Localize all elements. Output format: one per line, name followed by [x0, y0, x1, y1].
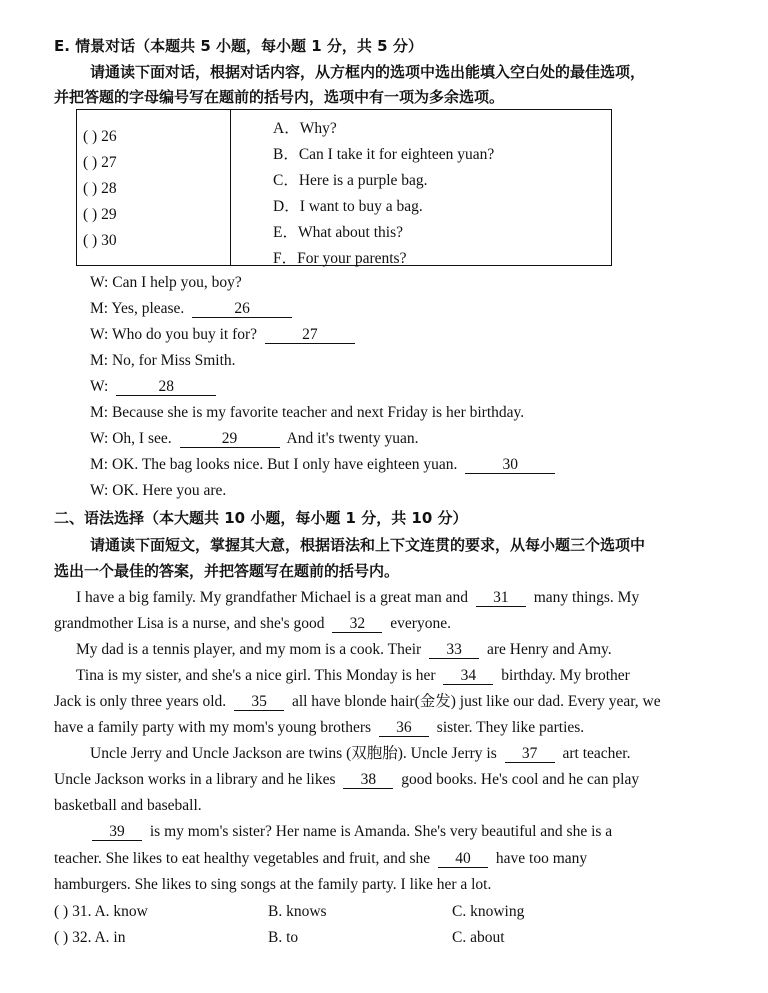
passage-line-12: hamburgers. She likes to sing songs at the family party. I like her a lot. — [54, 876, 492, 893]
dialogue-line-8 — [90, 455, 559, 475]
answer-blank-38[interactable]: 38 — [343, 771, 393, 789]
question-27-slot[interactable]: ( ) 27 — [83, 154, 117, 171]
dialogue-line-4: M: No, for Miss Smith. — [90, 352, 236, 369]
question-28-slot[interactable]: ( ) 28 — [83, 180, 117, 197]
passage-text: is my mom's sister? Her name is Amanda. She's very beautiful and she is a — [149, 823, 613, 840]
passage-text: all have blonde hair(金发) just like our dad. Every year, we — [291, 693, 661, 710]
passage-text: have a family party with my mom's young brothers — [54, 719, 372, 736]
answer-blank-35[interactable]: 35 — [234, 693, 284, 711]
passage-text: Tina is my sister, and she's a nice girl. This Monday is her — [76, 667, 436, 684]
passage-text: art teacher. — [562, 745, 631, 762]
section-e-instruction-2: 并把答题的字母编号写在题前的括号内，选项中有一项为多余选项。 — [54, 88, 505, 106]
option-a: A．Why? — [273, 120, 337, 137]
passage-text: My dad is a tennis player, and my mom is a cook. Their — [76, 641, 422, 658]
passage-line-3 — [76, 640, 612, 660]
section-e-title: E. 情景对话（本题共 5 小题，每小题 1 分，共 5 分） — [54, 37, 423, 55]
dialogue-line-6: M: Because she is my favorite teacher and next Friday is her birthday. — [90, 404, 525, 421]
grammar-title: 二、语法选择（本大题共 10 小题，每小题 1 分，共 10 分） — [54, 509, 468, 527]
passage-line-2 — [54, 614, 451, 634]
dialogue-line-3 — [90, 325, 359, 345]
choice-32-b[interactable]: B. to — [268, 929, 299, 946]
passage-line-10 — [92, 822, 612, 842]
dialogue-text: W: — [90, 378, 109, 395]
passage-text: Uncle Jackson works in a library and he likes — [54, 771, 336, 788]
dialogue-text: W: Who do you buy it for? — [90, 326, 258, 343]
passage-line-4 — [76, 666, 630, 686]
passage-text: Jack is only three years old. — [54, 693, 227, 710]
question-29-slot[interactable]: ( ) 29 — [83, 206, 117, 223]
answer-blank-28[interactable]: 28 — [116, 378, 216, 396]
dialogue-text: And it's twenty yuan. — [286, 430, 419, 447]
passage-text: Uncle Jerry and Uncle Jackson are twins (双胞胎). Uncle Jerry is — [90, 745, 497, 762]
answer-blank-39[interactable]: 39 — [92, 823, 142, 841]
dialogue-text: M: OK. The bag looks nice. But I only have eighteen yuan. — [90, 456, 458, 473]
dialogue-line-7 — [90, 429, 419, 449]
options-box — [76, 109, 612, 266]
passage-line-6 — [54, 718, 584, 738]
answer-blank-26[interactable]: 26 — [192, 300, 292, 318]
passage-text: sister. They like parties. — [436, 719, 585, 736]
passage-text: everyone. — [390, 615, 451, 632]
dialogue-line-5 — [90, 377, 220, 397]
section-e-instruction-1: 请通读下面对话，根据对话内容，从方框内的选项中选出能填入空白处的最佳选项， — [90, 63, 646, 81]
answer-blank-33[interactable]: 33 — [429, 641, 479, 659]
passage-text: are Henry and Amy. — [486, 641, 612, 658]
passage-line-1 — [76, 588, 639, 608]
question-30-slot[interactable]: ( ) 30 — [83, 232, 117, 249]
dialogue-line-2 — [90, 299, 296, 319]
question-26-slot[interactable]: ( ) 26 — [83, 128, 117, 145]
dialogue-line-1: W: Can I help you, boy? — [90, 274, 242, 291]
answer-blank-36[interactable]: 36 — [379, 719, 429, 737]
choice-31-b[interactable]: B. knows — [268, 903, 327, 920]
grammar-instruction-1: 请通读下面短文，掌握其大意，根据语法和上下文连贯的要求，从每小题三个选项中 — [90, 536, 646, 554]
answer-blank-40[interactable]: 40 — [438, 850, 488, 868]
passage-line-11 — [54, 849, 587, 869]
passage-text: grandmother Lisa is a nurse, and she's good — [54, 615, 325, 632]
dialogue-text: W: Oh, I see. — [90, 430, 172, 447]
dialogue-line-9: W: OK. Here you are. — [90, 482, 227, 499]
option-f: F．For your parents? — [273, 250, 407, 267]
answer-blank-31[interactable]: 31 — [476, 589, 526, 607]
option-c: C．Here is a purple bag. — [273, 172, 428, 189]
answer-blank-34[interactable]: 34 — [443, 667, 493, 685]
box-divider — [230, 110, 231, 265]
answer-blank-27[interactable]: 27 — [265, 326, 355, 344]
passage-line-7 — [90, 744, 630, 764]
answer-blank-30[interactable]: 30 — [465, 456, 555, 474]
option-b: B．Can I take it for eighteen yuan? — [273, 146, 495, 163]
option-e: E．What about this? — [273, 224, 403, 241]
passage-text: birthday. My brother — [501, 667, 630, 684]
dialogue-text: M: Yes, please. — [90, 300, 185, 317]
grammar-instruction-2: 选出一个最佳的答案，并把答题写在题前的括号内。 — [54, 562, 400, 580]
passage-text: have too many — [495, 850, 588, 867]
answer-blank-37[interactable]: 37 — [505, 745, 555, 763]
option-d: D．I want to buy a bag. — [273, 198, 423, 215]
choice-32-a[interactable]: ( ) 32. A. in — [54, 929, 126, 946]
choice-31-c[interactable]: C. knowing — [452, 903, 525, 920]
passage-line-9: basketball and baseball. — [54, 797, 202, 814]
passage-line-8 — [54, 770, 639, 790]
passage-line-5 — [54, 692, 661, 712]
passage-text: many things. My — [533, 589, 640, 606]
choice-31-a[interactable]: ( ) 31. A. know — [54, 903, 148, 920]
answer-blank-29[interactable]: 29 — [180, 430, 280, 448]
passage-text: good books. He's cool and he can play — [401, 771, 640, 788]
choice-32-c[interactable]: C. about — [452, 929, 505, 946]
answer-blank-32[interactable]: 32 — [332, 615, 382, 633]
passage-text: I have a big family. My grandfather Michael is a great man and — [76, 589, 468, 606]
passage-text: teacher. She likes to eat healthy vegetables and fruit, and she — [54, 850, 431, 867]
